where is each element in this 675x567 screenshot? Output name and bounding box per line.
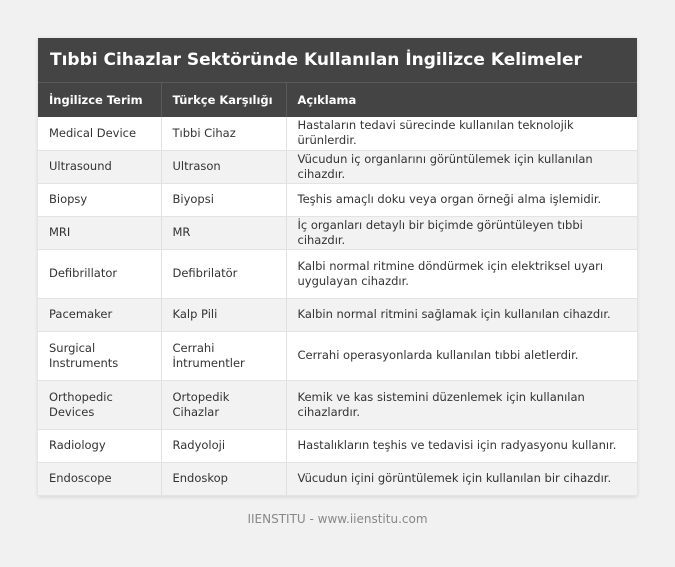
terms-table	[38, 83, 637, 496]
cell-english: Defibrillator	[38, 249, 161, 298]
table-title: Tıbbi Cihazlar Sektöründe Kullanılan İngilizce Kelimeler	[38, 38, 637, 83]
cell-turkish: Cerrahi İntrumentler	[161, 331, 286, 380]
cell-description: Cerrahi operasyonlarda kullanılan tıbbi aletlerdir.	[286, 331, 637, 380]
table-row	[38, 298, 637, 331]
cell-turkish: Biyopsi	[161, 183, 286, 216]
table-row	[38, 380, 637, 429]
cell-description: Kalbin normal ritmini sağlamak için kullanılan cihazdır.	[286, 298, 637, 331]
cell-turkish: Ortopedik Cihazlar	[161, 380, 286, 429]
cell-turkish: Ultrason	[161, 150, 286, 183]
header-turkish-equivalent: Türkçe Karşılığı	[161, 83, 286, 117]
cell-description: Teşhis amaçlı doku veya organ örneği alma işlemidir.	[286, 183, 637, 216]
cell-turkish: Tıbbi Cihaz	[161, 117, 286, 150]
table-row	[38, 183, 637, 216]
header-description: Açıklama	[286, 83, 637, 117]
table-row	[38, 117, 637, 150]
cell-description: Vücudun içini görüntülemek için kullanılan bir cihazdır.	[286, 462, 637, 495]
table-row	[38, 429, 637, 462]
cell-turkish: Radyoloji	[161, 429, 286, 462]
table-header-row	[38, 83, 637, 117]
cell-english: MRI	[38, 216, 161, 249]
header-english-term: İngilizce Terim	[38, 83, 161, 117]
cell-description: Vücudun iç organlarını görüntülemek için kullanılan cihazdır.	[286, 150, 637, 183]
table-row	[38, 216, 637, 249]
cell-description: Kalbi normal ritmine döndürmek için elektriksel uyarı uygulayan cihazdır.	[286, 249, 637, 298]
cell-english: Radiology	[38, 429, 161, 462]
table-row	[38, 249, 637, 298]
table-row	[38, 462, 637, 495]
table-row	[38, 331, 637, 380]
cell-description: Hastaların tedavi sürecinde kullanılan teknolojik ürünlerdir.	[286, 117, 637, 150]
cell-turkish: MR	[161, 216, 286, 249]
cell-description: Kemik ve kas sistemini düzenlemek için kullanılan cihazlardır.	[286, 380, 637, 429]
cell-turkish: Defibrilatör	[161, 249, 286, 298]
table-row	[38, 150, 637, 183]
cell-english: Orthopedic Devices	[38, 380, 161, 429]
cell-english: Surgical Instruments	[38, 331, 161, 380]
cell-english: Medical Device	[38, 117, 161, 150]
cell-english: Pacemaker	[38, 298, 161, 331]
cell-english: Endoscope	[38, 462, 161, 495]
cell-english: Ultrasound	[38, 150, 161, 183]
terms-card	[38, 38, 637, 496]
footer-credit: IIENSTITU - www.iienstitu.com	[247, 512, 428, 526]
cell-english: Biopsy	[38, 183, 161, 216]
cell-turkish: Endoskop	[161, 462, 286, 495]
cell-description: İç organları detaylı bir biçimde görüntüleyen tıbbi cihazdır.	[286, 216, 637, 249]
cell-turkish: Kalp Pili	[161, 298, 286, 331]
cell-description: Hastalıkların teşhis ve tedavisi için radyasyonu kullanır.	[286, 429, 637, 462]
